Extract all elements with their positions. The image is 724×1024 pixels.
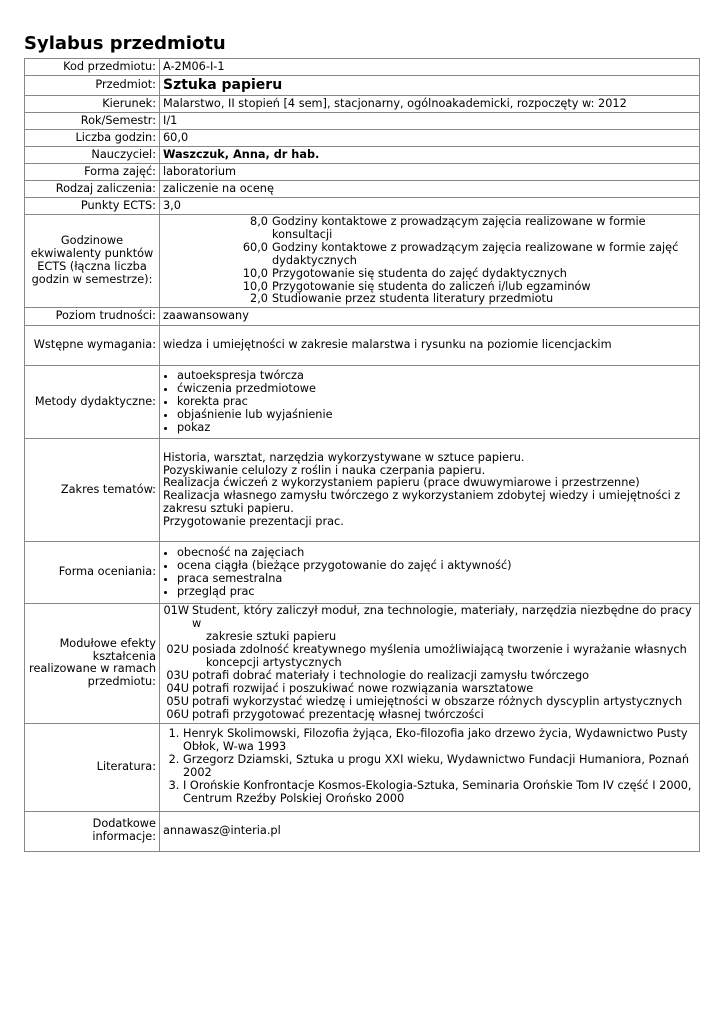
list-item: • obecność na zajęciach: [177, 547, 696, 560]
ocenianie-list: [163, 547, 696, 599]
label-przedmiot: Przedmiot:: [25, 76, 160, 96]
label-nauczyciel: Nauczyciel:: [25, 147, 160, 164]
list-item: 3. I Orońskie Konfrontacje Kosmos-Ekologia-Sztuka, Seminaria Orońskie Tom IV część I 2000, Centrum Rzeźby Polskiej Orońsko 2000: [183, 780, 696, 806]
list-item: • pokaz: [177, 422, 696, 435]
value-kierunek: Malarstwo, II stopień [4 sem], stacjonarny, ogólnoakademicki, rozpoczęty w: 2012: [160, 96, 700, 113]
syllabus-table: [24, 58, 700, 852]
value-nauczyciel: Waszczuk, Anna, dr hab.: [160, 147, 700, 164]
list-item: • praca semestralna: [177, 573, 696, 586]
label-literatura: Literatura:: [25, 723, 160, 811]
label-forma: Forma zajęć:: [25, 164, 160, 181]
row-ekwiwalenty: [25, 215, 700, 308]
effect-code: 03U: [166, 668, 189, 682]
label-dodatkowe: Dodatkowe informacje:: [25, 811, 160, 851]
effect-text: potrafi wykorzystać wiedzę i umiejętności w obszarze różnych dyscyplin artystycznych: [192, 694, 683, 708]
row-poziom: [25, 308, 700, 326]
row-ects: [25, 198, 700, 215]
hours-value: 8,0: [250, 215, 268, 228]
row-zaliczenie: [25, 181, 700, 198]
label-rok: Rok/Semestr:: [25, 113, 160, 130]
list-item: • korekta prac: [177, 396, 696, 409]
value-ekwiwalenty: [160, 215, 700, 308]
value-kod: A-2M06-I-1: [160, 59, 700, 76]
effect-code: 01W: [163, 604, 189, 618]
value-rok: I/1: [160, 113, 700, 130]
row-literatura: [25, 723, 700, 811]
effect-text: potrafi rozwijać i poszukiwać nowe rozwiązania warsztatowe: [192, 681, 534, 695]
label-ekwiwalenty: Godzinowe ekwiwalenty punktów ECTS (łączna liczba godzin w semestrze):: [25, 215, 160, 308]
value-poziom: zaawansowany: [160, 308, 700, 326]
row-dodatkowe: [25, 811, 700, 851]
list-item: • ćwiczenia przedmiotowe: [177, 383, 696, 396]
value-efekty: [160, 604, 700, 723]
effect-text: potrafi przygotować prezentację własnej twórczości: [192, 707, 484, 721]
effect-item: [160, 644, 696, 670]
hours-desc: Godziny kontaktowe z prowadzącym zajęcia realizowane w formie konsultacji: [272, 215, 646, 241]
value-ects: 3,0: [160, 198, 700, 215]
value-dodatkowe: annawasz@interia.pl: [160, 811, 700, 851]
value-zaliczenie: zaliczenie na ocenę: [160, 181, 700, 198]
list-item: • autoekspresja twórcza: [177, 370, 696, 383]
effect-code: 02U: [166, 643, 189, 657]
page-title: Sylabus przedmiotu: [24, 33, 226, 54]
value-wymagania: wiedza i umiejętności w zakresie malarstwa i rysunku na poziomie licencjackim: [160, 326, 700, 366]
topic-item: Przygotowanie prezentacji prac.: [163, 515, 344, 529]
list-item: 1. Henryk Skolimowski, Filozofia żyjąca, Eko-filozofia jako drzewo życia, Wydawnictwo Pusty Obłok, W-wa 1993: [183, 728, 696, 754]
row-wymagania: [25, 326, 700, 366]
row-zakres: [25, 439, 700, 542]
label-kod: Kod przedmiotu:: [25, 59, 160, 76]
topic-item: Pozyskiwanie celulozy z roślin i nauka czerpania papieru.: [163, 463, 486, 477]
row-kierunek: [25, 96, 700, 113]
effect-code: 04U: [166, 681, 189, 695]
row-godziny: [25, 130, 700, 147]
hours-desc: Przygotowanie się studenta do zaliczeń i/lub egzaminów: [272, 279, 591, 293]
effect-code: 05U: [166, 694, 189, 708]
hours-value: 10,0: [242, 266, 268, 280]
row-przedmiot: [25, 76, 700, 96]
value-forma: laboratorium: [160, 164, 700, 181]
hours-desc: Przygotowanie się studenta do zajęć dydaktycznych: [272, 266, 567, 280]
label-zakres: Zakres tematów:: [25, 439, 160, 542]
label-poziom: Poziom trudności:: [25, 308, 160, 326]
effect-text-cont: koncepcji artystycznych: [206, 655, 342, 669]
value-ocenianie: [160, 542, 700, 604]
topic-item: Realizacja ćwiczeń z wykorzystaniem papieru (prace dwuwymiarowe i przestrzenne): [163, 476, 640, 490]
hours-item: [163, 216, 696, 242]
hours-value: 2,0: [250, 292, 268, 306]
row-nauczyciel: [25, 147, 700, 164]
row-rok: [25, 113, 700, 130]
value-zakres: [160, 439, 700, 542]
hours-desc: Godziny kontaktowe z prowadzącym zajęcia realizowane w formie zajęć dydaktycznych: [272, 240, 679, 267]
hours-value: 10,0: [242, 279, 268, 293]
label-ects: Punkty ECTS:: [25, 198, 160, 215]
effect-item: [160, 709, 696, 722]
effect-text: Student, który zaliczył moduł, zna technologie, materiały, narzędzia niezbędne do pracy w: [192, 604, 692, 631]
effect-text: potrafi dobrać materiały i technologie do realizacji zamysłu twórczego: [192, 668, 590, 682]
list-item: • objaśnienie lub wyjaśnienie: [177, 409, 696, 422]
hours-desc: Studiowanie przez studenta literatury przedmiotu: [272, 292, 554, 306]
value-godziny: 60,0: [160, 130, 700, 147]
value-metody: [160, 366, 700, 439]
label-wymagania: Wstępne wymagania:: [25, 326, 160, 366]
effect-text: posiada zdolność kreatywnego myślenia umożliwiającą tworzenie i wyrażanie własnych: [192, 643, 687, 657]
row-forma: [25, 164, 700, 181]
row-metody: [25, 366, 700, 439]
label-zaliczenie: Rodzaj zaliczenia:: [25, 181, 160, 198]
row-kod: [25, 59, 700, 76]
label-efekty: Modułowe efekty kształcenia realizowane w ramach przedmiotu:: [25, 604, 160, 723]
metody-list: [163, 370, 696, 435]
label-metody: Metody dydaktyczne:: [25, 366, 160, 439]
label-kierunek: Kierunek:: [25, 96, 160, 113]
list-item: 2. Grzegorz Dziamski, Sztuka u progu XXI wieku, Wydawnictwo Fundacji Humaniora, Poznań 2002: [183, 754, 696, 780]
row-ocenianie: [25, 542, 700, 604]
row-efekty: [25, 604, 700, 723]
topic-item: Realizacja własnego zamysłu twórczego z wykorzystaniem zdobytej wiedzy i umiejętności z zakresu sztuki papieru.: [163, 489, 681, 516]
list-item: • ocena ciągła (bieżące przygotowanie do zajęć i aktywność): [177, 560, 696, 573]
hours-value: 60,0: [242, 240, 268, 254]
hours-item: [163, 293, 696, 306]
value-przedmiot: Sztuka papieru: [160, 76, 700, 96]
effect-text-cont: zakresie sztuki papieru: [206, 630, 337, 644]
label-godziny: Liczba godzin:: [25, 130, 160, 147]
hours-item: [163, 242, 696, 268]
effect-code: 06U: [166, 707, 189, 721]
hours-item: [163, 268, 696, 281]
effect-item: [160, 605, 696, 644]
label-ocenianie: Forma oceniania:: [25, 542, 160, 604]
topic-item: Historia, warsztat, narzędzia wykorzystywane w sztuce papieru.: [163, 450, 525, 464]
value-literatura: [160, 723, 700, 811]
literatura-list: [163, 728, 696, 805]
list-item: • przegląd prac: [177, 586, 696, 599]
